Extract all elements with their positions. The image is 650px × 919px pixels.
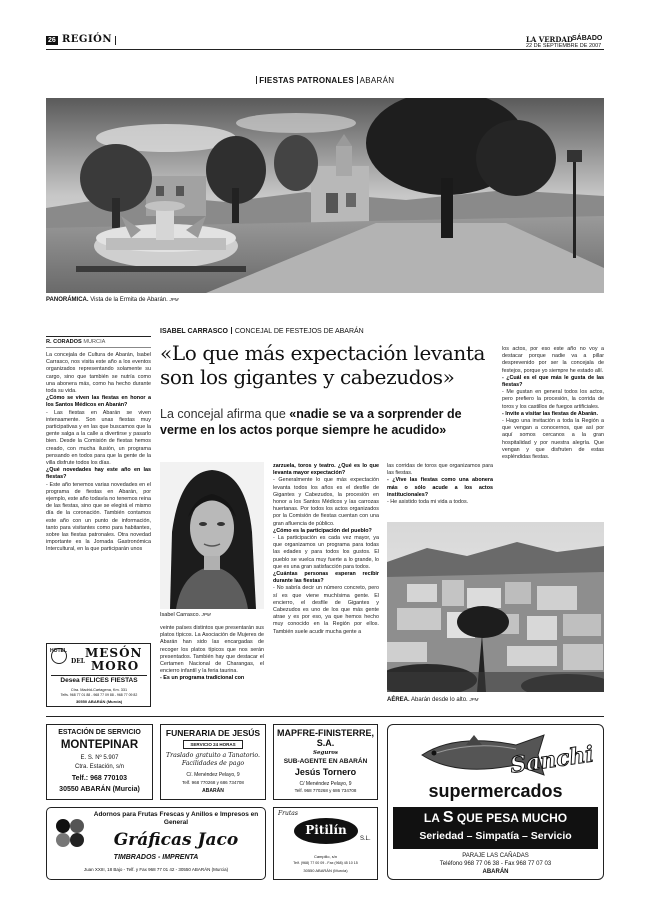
sanchi-address: PARAJE LAS CAÑADAS — [462, 853, 529, 859]
pitilin-name: Pitilín — [305, 823, 347, 837]
col5-para: - Hago una invitación a toda la Región a que vengan a conocernos, que así por aquí somos cercanos a la gran hospitalidad y por nuestra alegría. Que vengan y que disfruten de estas espléndidas fiestas. — [502, 418, 604, 461]
portrait-caption — [160, 612, 211, 618]
kicker-place: ABARÁN — [359, 76, 395, 85]
portrait-photo — [160, 462, 264, 609]
portrait-credit: JPM — [201, 612, 211, 617]
page-header — [46, 34, 604, 48]
ad-funeraria[interactable] — [160, 724, 266, 800]
aerial-credit: JPM — [469, 697, 479, 702]
byline — [46, 339, 105, 345]
page-number: 26 — [48, 37, 56, 44]
ad-meson-del-moro[interactable] — [46, 643, 151, 707]
funeraria-line2: Facilidades de pago — [181, 760, 245, 767]
funeraria-city: ABARÁN — [202, 788, 224, 794]
kicker-main: FIESTAS PATRONALES — [259, 76, 354, 85]
caption-text: Vista de la Ermita de Abarán. — [90, 297, 168, 303]
slogan-s: S — [442, 809, 454, 826]
publication-date: 22 DE SEPTIEMBRE DE 2007 — [526, 42, 602, 49]
graficas-logo-icon — [53, 816, 87, 850]
col1-question: ¿Qué novedades hay este año en las fiestas? — [46, 467, 151, 481]
montepinar-code: E. S. Nº 5.907 — [80, 755, 119, 761]
mapfre-role: SUB-AGENTE EN ABARÁN — [283, 758, 368, 765]
slogan-post: QUE PESA MUCHO — [456, 811, 568, 825]
column-4 — [387, 463, 493, 519]
pitilin-top: Frutas — [278, 810, 298, 817]
aerial-caption-label: AÉREA. — [387, 697, 410, 703]
col1-para: La concejala de Cultura de Abarán, Isabel Carrasco, nos visita este año a los eventos organizados representando solamente su cargo, sino que también se nutría como una abonera más, como ha hecho durante toda su vida. — [46, 352, 151, 395]
mapfre-name: MAPFRE-FINISTERRE, S.A. — [276, 728, 374, 748]
col4-para: las corridas de toros que organizamos para las fiestas. — [387, 463, 493, 477]
montepinar-address: Ctra. Estación, s/n — [74, 764, 125, 770]
ad-mapfre[interactable] — [273, 724, 378, 800]
pitilin-line1: Campillo, s/n — [313, 854, 338, 859]
funeraria-title: FUNERARIA DE JESÚS — [165, 728, 261, 738]
ads-top-rule — [46, 716, 604, 717]
aerial-caption — [387, 697, 478, 703]
col3-para: - Generalmente lo que más expectación levanta todos los años es el desfile de Gigantes y Cabezudos, la procesión en honor a los Santos Médicos y las carrozas huertanas. Por todos los actos organizados por la Comisión de fiestas cuentan con una gran afluencia de público. — [273, 477, 379, 527]
byline-author: R. CORADOS — [46, 339, 82, 345]
col3-question: ¿Cómo es la participación del pueblo? — [273, 527, 372, 534]
sanchi-type: supermercados — [428, 781, 563, 801]
funeraria-address: C/. Menéndez Pelayo, 9 — [186, 772, 240, 778]
byline-place: MURCIA — [83, 339, 106, 345]
funeraria-phones: Telf. 968 770268 y 686 734708 — [182, 780, 244, 785]
meson-name-top: MESÓN — [85, 646, 143, 660]
ad-sanchi[interactable] — [387, 724, 604, 880]
col3-question: zarzuela, toros y teatro. ¿Qué es lo que levanta mayor expectación? — [273, 463, 379, 477]
aerial-photo — [387, 522, 604, 692]
pitilin-line3: 30550 ABARÁN (Murcia) — [303, 868, 348, 873]
caption-label: PANORÁMICA. — [46, 297, 89, 303]
funeraria-line1: Traslado gratuito a Tanatorio. — [166, 752, 260, 759]
column-1 — [46, 352, 151, 640]
col5-question: - Invite a visitar las fiestas de Abarán. — [502, 410, 598, 417]
interview-kicker — [160, 327, 364, 335]
panoramic-photo — [46, 98, 604, 293]
col5-para: - Me gustan en general todos los actos, pero prefiero la procesión, la corrida de toros y los castillos de fuegos artificiales. — [502, 389, 604, 410]
meson-name-del: DEL — [71, 658, 85, 665]
pitilin-line2: Telf. (968) 77 00 09 - Fax (968) 45 10 15 — [293, 861, 358, 865]
funeraria-badge: SERVICIO 24 HORAS — [183, 740, 243, 749]
meson-address: Ctra. Madrid-Cartagena, Km. 331 — [70, 688, 128, 692]
ad-pitilin[interactable] — [273, 807, 378, 880]
graficas-address: Juan XXIII, 18 Bajo - Telf. y Fax 968 77 01 42 - 30550 ABARÁN (Murcia) — [83, 867, 229, 872]
graficas-services: TIMBRADOS - IMPRENTA — [113, 854, 199, 861]
meson-phones: Telfs. 968 77 01 88 - 968 77 09 88 - 968 77 09 82 — [60, 693, 138, 697]
mapfre-subtitle: Seguros — [313, 750, 338, 756]
slogan-pre: LA — [423, 811, 440, 825]
mapfre-agent: Jesús Tornero — [294, 767, 357, 777]
column-5 — [502, 346, 604, 524]
section-title: REGIÓN — [62, 34, 113, 45]
sanchi-logo: Sanchi — [508, 741, 596, 779]
meson-city: 30550 ABARÁN (Murcia) — [75, 699, 123, 704]
panoramic-caption — [46, 297, 179, 303]
col4-para: - He asistido toda mi vida a todos. — [387, 499, 469, 506]
interview-headline: «Lo que más expectación levanta son los gigantes y cabezudos» — [160, 341, 485, 389]
col3-para: - No sabría decir un número concreto, pero sí es que viene muchísima gente. El encierro, el desfile de Gigantes y Cabezudos es uno de los que más gente atrae y es por eso, ya que hemos hecho muy conocido en la Región por ellos. También suele acudir mucha gente a — [273, 585, 379, 635]
col5-question: - ¿Cuál es el que más le gusta de las fiestas? — [502, 374, 604, 389]
montepinar-city: 30550 ABARÁN (Murcia) — [59, 786, 140, 793]
interviewee-role: CONCEJAL DE FESTEJOS DE ABARÁN — [234, 328, 364, 335]
col4-question: - ¿Vive las fiestas como una abonera más o sólo acude a los actos institucionales? — [387, 477, 493, 498]
sanchi-phones: Teléfono 968 77 06 38 - Fax 968 77 07 03 — [439, 861, 552, 867]
meson-name-bottom: MORO — [91, 659, 140, 673]
montepinar-name: MONTEPINAR — [60, 739, 139, 751]
publication-name: LA VERDAD — [526, 35, 573, 44]
portrait-caption-name: Isabel Carrasco. — [160, 612, 201, 618]
subhead-plain: La concejal afirma que — [160, 407, 290, 421]
col1-question: ¿Cómo se viven las fiestas en honor a los Santos Médicos en Abarán? — [46, 395, 151, 409]
sanchi-city: ABARÁN — [482, 869, 509, 875]
graficas-name: Gráficas Jaco — [113, 830, 239, 850]
ad-graficas-jaco[interactable] — [46, 807, 266, 880]
column-3 — [273, 463, 379, 711]
interview-subhead — [160, 406, 500, 438]
meson-hotel: HOTEL — [50, 648, 67, 654]
col2-question: - Es un programa tradicional con — [160, 675, 245, 682]
header-rule — [46, 49, 604, 50]
interviewee-name: ISABEL CARRASCO — [160, 328, 228, 335]
mapfre-phones: Telf. 968 770268 y 686 734708 — [294, 788, 357, 793]
col5-para: los actos, por eso este año no voy a destacar porque nadie va a pillar desprevenido por ser la concejala de festejos, porque yo siempre he estado allí. — [502, 346, 604, 374]
col3-para: - La participación es cada vez mayor, ya que organizamos un programa para todas las edades y para todos los gustos. El pueblo se vuelca muy fuerte a lo grande, lo que es una gran satisfacción para todos. — [273, 535, 379, 570]
ad-montepinar[interactable] — [46, 724, 153, 800]
caption-credit: JPM — [169, 297, 179, 302]
graficas-top: Adornos para Frutas Frescas y Anillos e Impresos en General — [93, 811, 259, 826]
section-kicker — [0, 76, 650, 85]
sanchi-slogan — [393, 809, 598, 827]
pitilin-suffix: S.L. — [360, 836, 371, 842]
aerial-caption-text: Abarán desde lo alto. — [411, 697, 468, 703]
col1-para: - Las fiestas en Abarán se viven intensamente. Son unas fiestas muy participativas y en las que buscamos que la gente salga a la calle a divertirse y pasarlo bien. Desde la Comisión de fiestas hemos creado, con mucha ilusión, un programa pensando en todos para que la gente de la villa disfrute todos los días. — [46, 409, 151, 467]
mapfre-address: C/ Menéndez Pelayo, 9 — [299, 781, 352, 787]
subhead-bold: «nadie se va a sorprender de verme en los actos porque siempre he acudido» — [160, 407, 462, 437]
meson-greeting: Desea FELICES FIESTAS — [60, 677, 138, 684]
sanchi-values: Seriedad – Simpatía – Servicio — [419, 830, 572, 842]
col1-para: - Este año tenemos varias novedades en el programa de fiestas en Abarán, por ejemplo, este año todavía no tenemos reina de las fiestas, sino que se elegirá el mismo día de la coronación. También contamos este año con un punto de información, tanto para visitantes como para habitantes, sobre las fiestas patronales. Otra novedad importante es la Jornada Gastronómica Intercultural, en la que participarán unos — [46, 481, 151, 553]
montepinar-title: ESTACIÓN DE SERVICIO — [58, 729, 141, 736]
col3-question: ¿Cuántas personas esperan recibir durante las fiestas? — [273, 571, 379, 585]
column-2 — [160, 625, 264, 711]
montepinar-phone: Telf.: 968 770103 — [71, 775, 128, 782]
publication-day: SÁBADO — [572, 35, 603, 42]
col2-para: veinte países distintos que presentarán sus platos típicos. La Asociación de Mujeres de Abarán han sido las encargadas de recoger los platos típicos que nos serán presentados. También hay que destacar el Certamen Nacional de Charangas, el encierro infantil y la feria taurina. — [160, 625, 264, 675]
